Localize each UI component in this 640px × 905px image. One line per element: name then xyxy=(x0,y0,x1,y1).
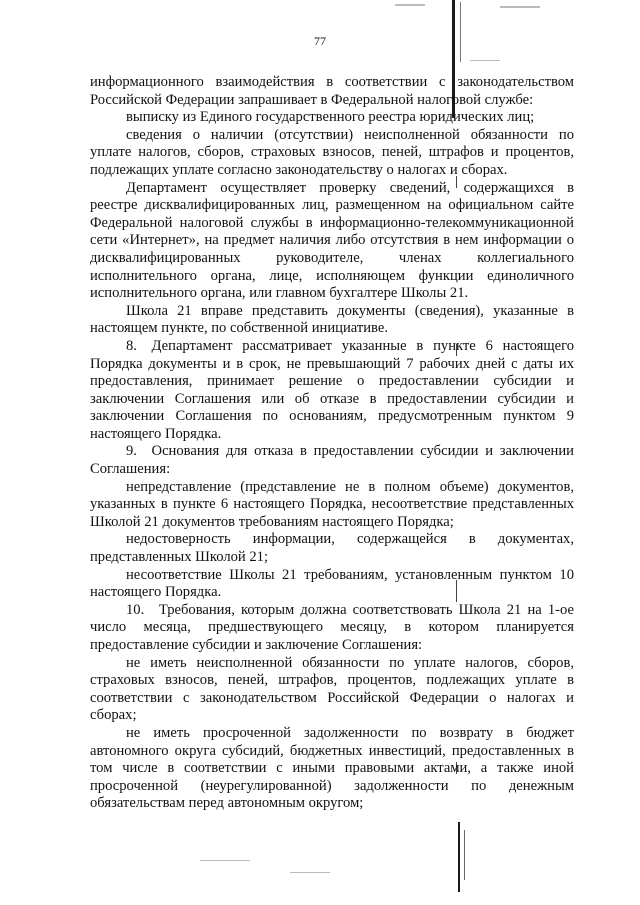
scan-artifact-top-thin xyxy=(460,2,461,62)
scan-speck xyxy=(290,872,330,873)
paragraph: выписку из Единого государственного реестра юридических лиц; xyxy=(126,109,535,126)
scan-speck xyxy=(200,860,250,861)
scan-artifact-bottom-thin xyxy=(464,830,465,880)
paragraph: Школа 21 вправе представить документы (сведения), указанные в настоящем пункте, по собственной инициативе. xyxy=(90,302,574,337)
scan-speck xyxy=(470,60,500,61)
scan-speck xyxy=(395,4,425,6)
paragraph: непредставление (представление не в полном объеме) документов, указанных в пункте 6 настоящего Порядка, несоответствие представленных Школой 21 документов требованиям настоящего Порядка; xyxy=(90,478,574,530)
paragraph: информационного взаимодействия в соответствии с законодательством Российской Федерации запрашивает в Федеральной налоговой службе: xyxy=(90,74,574,108)
paragraph-item-8: 8. Департамент рассматривает указанные в пункте 6 настоящего Порядка документы и в срок, не превышающий 7 рабочих дней с даты их предоставления, принимает решение о предоставлении субсидии и заключении Соглашения или об отказе в предоставлении субсидии и заключении Соглашения по основаниям, предусмотренным пунктом 9 настоящего Порядка. xyxy=(90,337,574,442)
paragraph: несоответствие Школы 21 требованиям, установленным пунктом 10 настоящего Порядка. xyxy=(90,566,574,601)
paragraph: сведения о наличии (отсутствии) неисполненной обязанности по уплате налогов, сборов, страховых взносов, пеней, штрафов и процентов, подлежащих уплате согласно законодательству о налогах и сборах. xyxy=(90,126,574,178)
paragraph: не иметь просроченной задолженности по возврату в бюджет автономного округа субсидий, бюджетных инвестиций, предоставленных в том числе в соответствии с иными правовыми актами, а также иной просроченной (неурегулированной) задолженности по денежным обязательствам перед автономным округом; xyxy=(90,724,574,812)
scan-speck xyxy=(500,6,540,8)
page-number: 77 xyxy=(314,34,326,48)
paragraph-item-10: 10. Требования, которым должна соответствовать Школа 21 на 1-ое число месяца, предшествующего месяцу, в котором планируется предоставление субсидии и заключение Соглашения: xyxy=(90,601,574,653)
paragraph: Департамент осуществляет проверку сведений, содержащихся в реестре дисквалифицированных лиц, размещенном на официальном сайте Федеральной налоговой службы в информационно-телекоммуникационной сети «Интернет», на предмет наличия либо отсутствия в нем информации о дисквалифицированных руководителе, членах коллегиального исполнительного органа, лице, исполняющем функции единоличного исполнительного органа, или главном бухгалтере Школы 21. xyxy=(90,179,574,302)
scan-artifact-bottom xyxy=(458,822,460,892)
paragraph-item-9: 9. Основания для отказа в предоставлении субсидии и заключении Соглашения: xyxy=(90,443,574,478)
document-body xyxy=(90,74,574,813)
paragraph: не иметь неисполненной обязанности по уплате налогов, сборов, страховых взносов, пеней, штрафов, процентов, подлежащих уплате в соответствии с законодательством Российской Федерации о налогах и сборах; xyxy=(90,654,574,724)
paragraph: недостоверность информации, содержащейся в документах, представленных Школой 21; xyxy=(90,531,574,566)
